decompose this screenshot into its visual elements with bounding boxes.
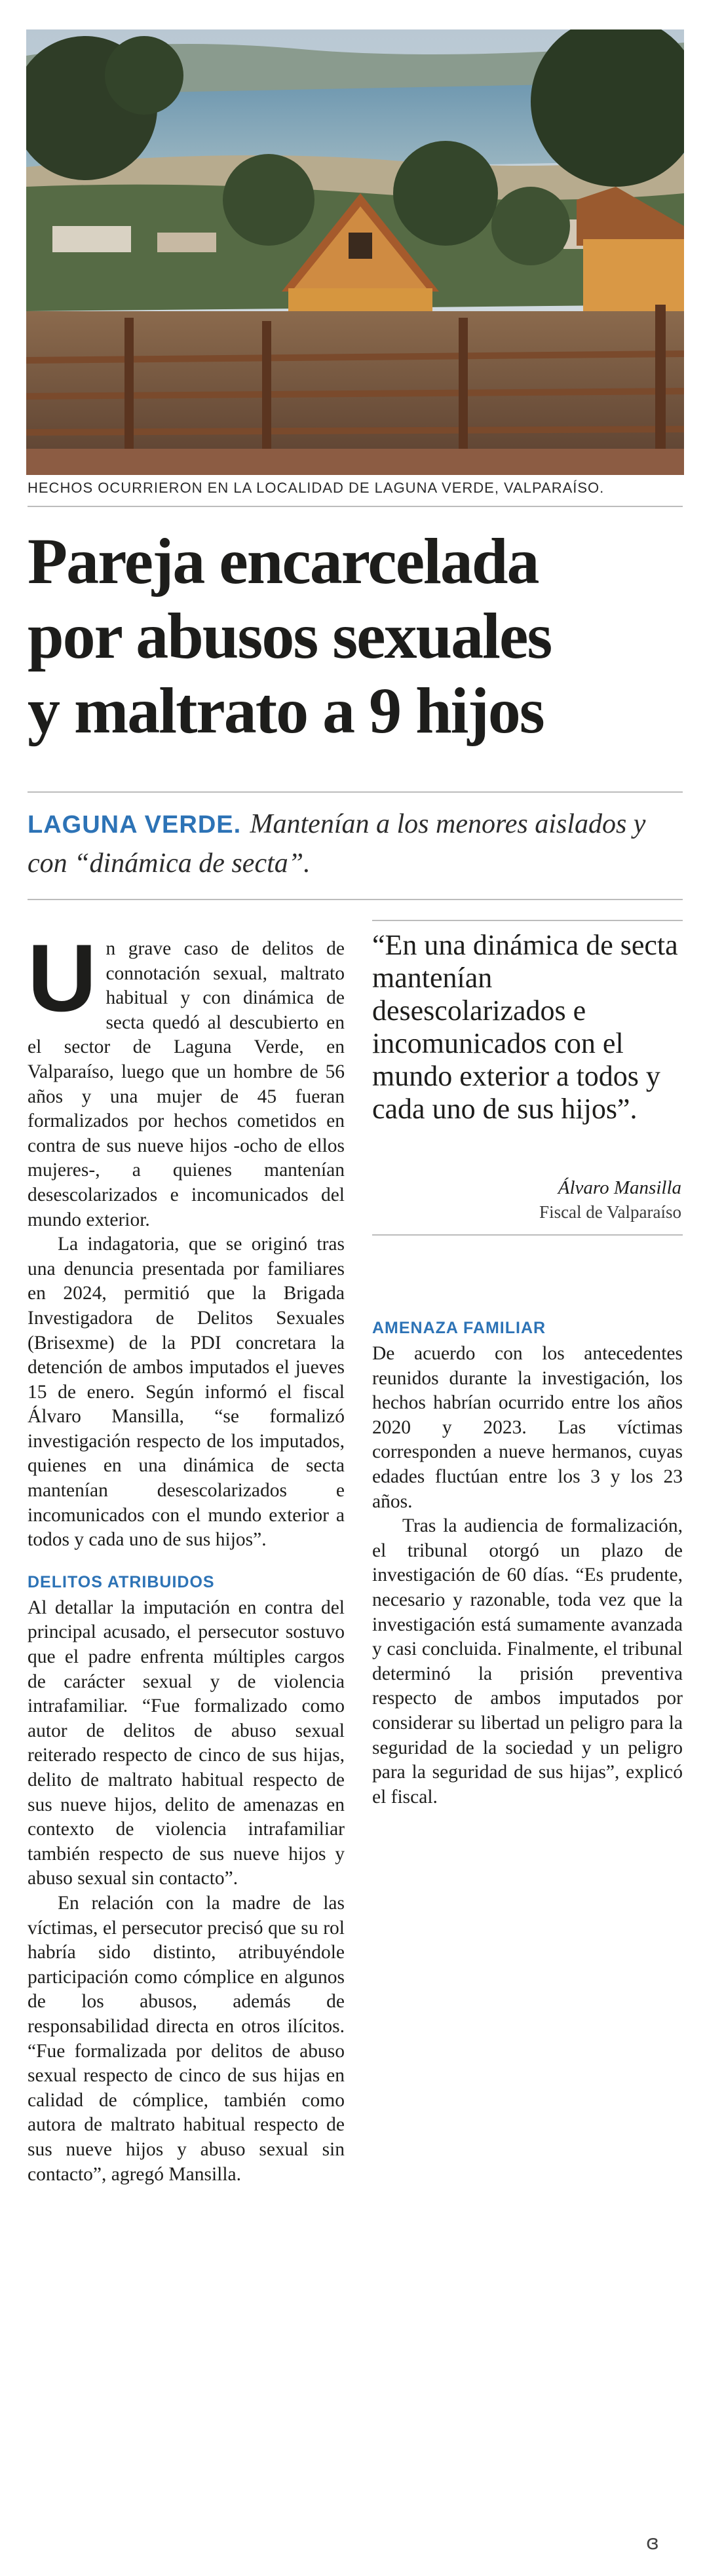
- article-paragraph: En relación con la madre de las víctimas, el persecutor precisó que su rol habría sido distinto, atribuyéndole participación como cómplice en algunos de los abusos, además de responsabilidad directa en otros ilícitos. “Fue formalizada por delitos de abuso sexual respecto de cinco de sus hijas en calidad de cómplice, también como autora de maltrato habitual respecto de sus nueve hijos y abuso sexual sin contacto”, agregó Mansilla.: [28, 1892, 345, 2185]
- headline-line: y maltrato a 9 hijos: [28, 674, 544, 747]
- section-subhead: DELITOS ATRIBUIDOS: [28, 1572, 215, 1591]
- headline-line: Pareja encarcelada: [28, 525, 539, 597]
- quote-author: Álvaro Mansilla: [558, 1177, 681, 1198]
- photo-caption: HECHOS OCURRIERON EN LA LOCALIDAD DE LAGUNA VERDE, VALPARAÍSO.: [28, 480, 605, 496]
- article-paragraph: Un grave caso de delitos de connotación sexual, maltrato habitual y con dinámica de secta quedó al descubierto en el sector de Laguna Verde, en Valparaíso, luego que un hombre de 56 años y una mujer de 45 fueran formalizados por hechos cometidos en contra de sus nueve hijos -ocho de ellos mujeres-, a quienes mantenían desescolarizados e incomunicados del mundo exterior.: [28, 924, 345, 1230]
- headline: [28, 524, 683, 748]
- article-column-left: [28, 924, 345, 2187]
- section-subhead: AMENAZA FAMILIAR: [372, 1319, 546, 1337]
- lead-place: LAGUNA VERDE.: [28, 811, 242, 839]
- divider: [28, 506, 683, 507]
- quote-role: Fiscal de Valparaíso: [539, 1202, 681, 1222]
- pull-quote: “En una dinámica de secta mantenían desescolarizados e incomunicados con el mundo exterior a todos y cada uno de sus hijos”.: [372, 929, 678, 1125]
- divider: [28, 899, 683, 900]
- lead: [28, 805, 683, 882]
- article-paragraph: Al detallar la imputación en contra del principal acusado, el persecutor sostuvo que el padre enfrenta múltiples cargos de carácter sexual y de violencia intrafamiliar. “Fue formalizado como autor de delitos de abuso sexual reiterado respecto de cinco de sus hijas, delito de maltrato habitual respecto de sus nueve hijos, delito de amenazas en contexto de violencia intrafamiliar también respecto de sus nueve hijos y abuso sexual sin contacto”.: [28, 1597, 345, 1889]
- lead-summary: Mantenían a los menores aislados y con “dinámica de secta”.: [28, 809, 646, 879]
- divider: [372, 1234, 683, 1236]
- article-paragraph: Tras la audiencia de formalización, el tribunal otorgó un plazo de investigación de 60 días. “Es prudente, necesario y razonable, toda vez que la investigación está sumamente avanzada y casi concluida. Finalmente, el tribunal determinó la prisión preventiva respecto de ambos imputados por considerar su libertad un peligro para la seguridad de la sociedad y un peligro para la seguridad de sus hijas”, explicó el fiscal.: [372, 1515, 683, 1808]
- divider: [372, 920, 683, 921]
- headline-line: por abusos sexuales: [28, 599, 552, 672]
- end-mark-icon: ɞ: [646, 2531, 659, 2554]
- article-photo: [26, 29, 684, 475]
- divider: [28, 791, 683, 793]
- article-column-right: [372, 1317, 683, 1809]
- article-paragraph: La indagatoria, que se originó tras una denuncia presentada por familiares en 2024, permitió que la Brigada Investigadora de Delitos Sexuales (Brisexme) de la PDI concretara la detención de ambos imputados el jueves 15 de enero. Según informó el fiscal Álvaro Mansilla, “se formalizó investigación respecto de los imputados, quienes en una dinámica de secta mantenían desescolarizados e incomunicados con el mundo exterior a todos y cada uno de sus hijos”.: [28, 1234, 345, 1551]
- article-paragraph: De acuerdo con los antecedentes reunidos durante la investigación, los hechos habrían ocurrido entre los años 2020 y 2023. Las víctimas corresponden a nueve hermanos, cuyas edades fluctúan entre los 3 y los 23 años.: [372, 1343, 683, 1512]
- laguna-verde-photo: [26, 29, 684, 475]
